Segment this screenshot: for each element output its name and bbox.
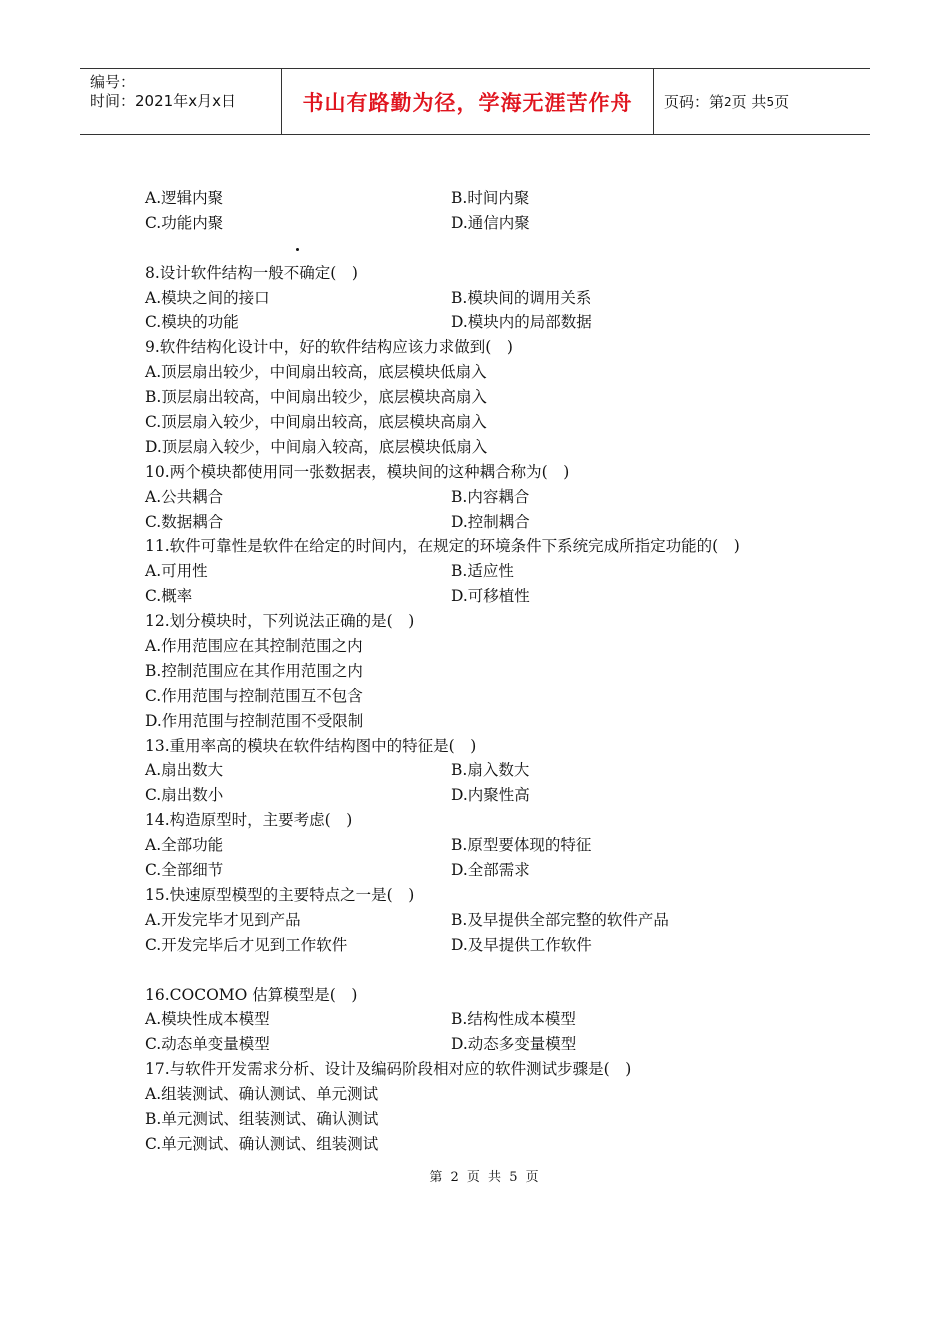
line-text: C.顶层扇入较少，中间扇出较高，底层模块高扇入 (145, 413, 487, 432)
option-right: D.全部需求 (451, 861, 530, 880)
line-text: B.控制范围应在其作用范围之内 (145, 661, 363, 680)
line-text: C.全部细节 (145, 861, 224, 880)
line-text: C.功能内聚 (145, 213, 224, 232)
line-text: A.全部功能 (145, 836, 224, 855)
line-text: C.开发完毕后才见到工作软件 (145, 935, 348, 954)
page-total: 5 (766, 94, 775, 109)
text-line (145, 758, 845, 783)
option-right: D.可移植性 (451, 587, 530, 606)
header-meta (80, 69, 282, 134)
text-line (145, 1007, 845, 1032)
text-line (145, 360, 845, 385)
text-line (145, 460, 845, 485)
text-line (145, 335, 845, 360)
line-text: A.顶层扇出较少，中间扇出较高，底层模块低扇入 (145, 363, 487, 382)
option-right: D.模块内的局部数据 (451, 313, 592, 332)
line-text: 17.与软件开发需求分析、设计及编码阶段相对应的软件测试步骤是( ) (145, 1060, 632, 1079)
text-line (145, 808, 845, 833)
text-line (145, 783, 845, 808)
line-text: A.组装测试、确认测试、单元测试 (145, 1085, 379, 1104)
text-line (145, 858, 845, 883)
text-line (145, 709, 845, 734)
page-prefix: 页码：第 (664, 93, 725, 111)
line-text: 15.快速原型模型的主要特点之一是( ) (145, 885, 415, 904)
option-right: D.通信内聚 (451, 213, 530, 232)
line-text: C.数据耦合 (145, 512, 224, 531)
line-text: A.可用性 (145, 562, 208, 581)
line-text: A.逻辑内聚 (145, 189, 224, 207)
line-text: 14.构造原型时，主要考虑( ) (145, 811, 353, 830)
line-text: D.作用范围与控制范围不受限制 (145, 711, 364, 730)
option-right: B.模块间的调用关系 (451, 288, 592, 307)
line-text: B.单元测试、组装测试、确认测试 (145, 1109, 379, 1128)
line-text: 8.设计软件结构一般不确定( ) (145, 263, 358, 282)
text-line (145, 634, 845, 659)
text-line (145, 211, 845, 236)
text-line (145, 1082, 845, 1107)
option-right: D.内聚性高 (451, 786, 530, 805)
text-line (145, 1132, 845, 1157)
text-line (145, 510, 845, 535)
option-right: D.控制耦合 (451, 512, 530, 531)
option-right: B.及早提供全部完整的软件产品 (451, 910, 669, 929)
text-line (145, 609, 845, 634)
text-line (145, 1032, 845, 1057)
text-line (145, 559, 845, 584)
text-line (145, 908, 845, 933)
text-line (145, 659, 845, 684)
line-text: A.模块之间的接口 (145, 288, 270, 307)
text-line (145, 261, 845, 286)
text-line (145, 310, 845, 335)
text-line (145, 410, 845, 435)
option-right: B.原型要体现的特征 (451, 836, 592, 855)
line-text: 13.重用率高的模块在软件结构图中的特征是( ) (145, 736, 477, 755)
text-line (145, 584, 845, 609)
question-list (145, 186, 845, 1157)
line-text: B.顶层扇出较高，中间扇出较少，底层模块高扇入 (145, 388, 487, 407)
text-line (145, 883, 845, 908)
line-text: 10.两个模块都使用同一张数据表，模块间的这种耦合称为( ) (145, 462, 570, 481)
text-line (145, 286, 845, 311)
text-line (145, 534, 845, 559)
option-right: B.结构性成本模型 (451, 1010, 576, 1029)
time-value: 2021年x月x日 (135, 92, 236, 110)
line-text: A.公共耦合 (145, 487, 224, 506)
page-mid: 页 共 (731, 93, 767, 111)
text-line (145, 485, 845, 510)
option-right: D.动态多变量模型 (451, 1035, 577, 1054)
text-line (145, 435, 845, 460)
line-text: C.单元测试、确认测试、组装测试 (145, 1134, 379, 1153)
text-line (145, 385, 845, 410)
page-num: 2 (724, 94, 732, 109)
line-text: 12.划分模块时，下列说法正确的是( ) (145, 612, 415, 631)
text-line (145, 833, 845, 858)
line-text: 16.COCOMO 估算模型是( ) (145, 985, 358, 1004)
text-line (145, 983, 845, 1008)
line-text: D.顶层扇入较少，中间扇入较高，底层模块低扇入 (145, 437, 488, 456)
line-text: C.扇出数小 (145, 786, 224, 805)
text-line (145, 186, 845, 211)
line-text: 11.软件可靠性是软件在给定的时间内，在规定的环境条件下系统完成所指定功能的( ) (145, 537, 740, 556)
option-right: B.扇入数大 (451, 761, 530, 780)
line-text: C.作用范围与控制范围互不包含 (145, 686, 363, 705)
option-right: D.及早提供工作软件 (451, 935, 592, 954)
text-line (145, 933, 845, 958)
serial-label: 编号： (90, 73, 136, 91)
line-text: A.模块性成本模型 (145, 1010, 270, 1029)
option-right: B.时间内聚 (451, 189, 530, 207)
header-motto-cell (282, 69, 654, 134)
page-suffix: 页 (774, 93, 790, 111)
line-text: A.作用范围应在其控制范围之内 (145, 637, 363, 656)
line-text: C.概率 (145, 587, 193, 606)
option-right: B.适应性 (451, 562, 514, 581)
time-prefix: 时间： (90, 92, 136, 110)
spacer (145, 236, 845, 261)
line-text: C.模块的功能 (145, 313, 239, 332)
page-footer: 第 2 页 共 5 页 (429, 1170, 541, 1185)
option-right: B.内容耦合 (451, 487, 530, 506)
line-text: A.扇出数大 (145, 761, 224, 780)
line-text: C.动态单变量模型 (145, 1035, 270, 1054)
text-line (145, 684, 845, 709)
text-line (145, 1057, 845, 1082)
text-line (145, 1107, 845, 1132)
header-page-info (654, 69, 870, 134)
page-header (80, 68, 870, 135)
time-line (90, 90, 236, 111)
line-text: A.开发完毕才见到产品 (145, 910, 301, 929)
spacer (145, 958, 845, 983)
line-text: 9.软件结构化设计中，好的软件结构应该力求做到( ) (145, 338, 513, 357)
text-line (145, 734, 845, 759)
motto: 书山有路勤为径，学海无涯苦作舟 (302, 90, 633, 115)
